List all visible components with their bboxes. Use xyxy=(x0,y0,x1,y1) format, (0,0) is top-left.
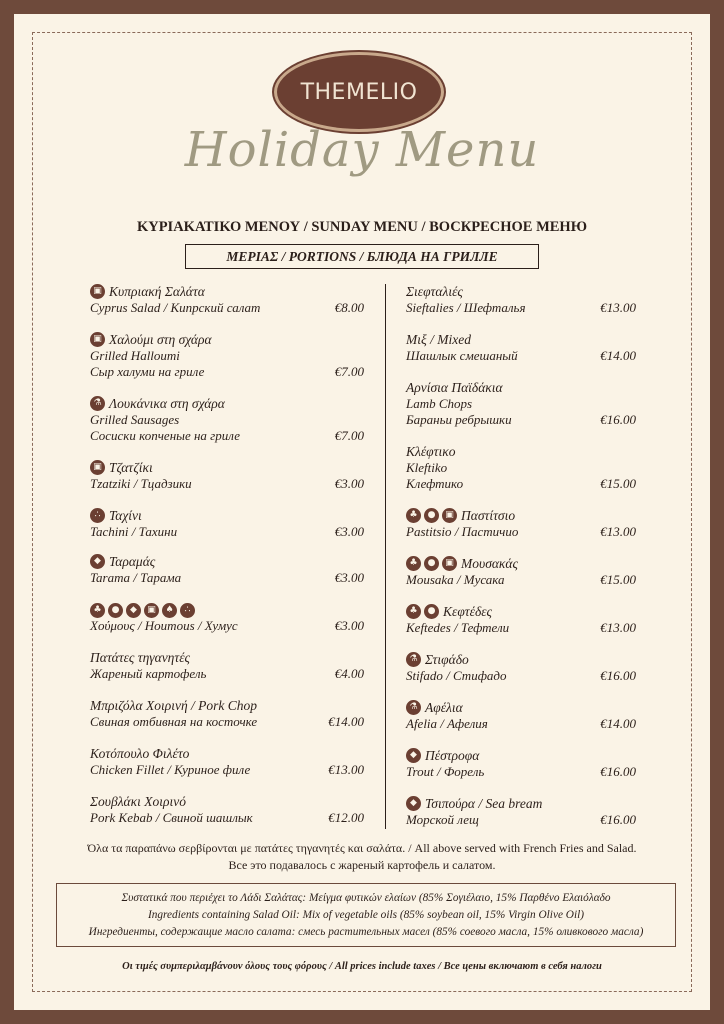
menu-item xyxy=(90,284,364,316)
item-name: Pork Kebab / Свиной шашлык xyxy=(90,810,253,825)
milk-icon: ▣ xyxy=(442,508,457,523)
item-name: Tarama / Тарама xyxy=(90,570,182,585)
item-price: €14.00 xyxy=(600,348,636,363)
item-name: Клефтико xyxy=(406,476,464,491)
menu-item xyxy=(90,698,364,730)
menu-item xyxy=(406,604,636,636)
item-price: €16.00 xyxy=(600,412,636,427)
allergen-icons xyxy=(406,556,457,571)
fish-icon: ◆ xyxy=(406,748,421,763)
menu-item xyxy=(406,444,636,492)
item-name: Сыр халуми на гриле xyxy=(90,364,205,379)
item-price: €15.00 xyxy=(600,572,636,587)
item-name-greek: Σουβλάκι Χοιρινό xyxy=(90,794,186,809)
gluten-icon: ♣ xyxy=(406,556,421,571)
milk-icon: ▣ xyxy=(90,284,105,299)
item-name: Kleftiko xyxy=(406,460,448,475)
fish-icon: ◆ xyxy=(90,554,105,569)
item-name-greek: Λουκάνικα στη σχάρα xyxy=(109,396,225,411)
item-name-greek: Μουσακάς xyxy=(461,556,518,571)
allergen-icons xyxy=(90,396,105,411)
item-price: €16.00 xyxy=(600,764,636,779)
allergen-icons xyxy=(406,604,439,619)
item-price: €3.00 xyxy=(334,476,364,491)
item-price: €13.00 xyxy=(600,300,636,315)
portions-heading xyxy=(185,244,539,269)
item-price: €16.00 xyxy=(600,812,636,827)
item-name-greek: Χαλούμι στη σχάρα xyxy=(109,332,212,347)
item-name: Tachini / Тахини xyxy=(90,524,178,539)
menu-title: Holiday Menu xyxy=(184,122,540,178)
item-name-greek: Κοτόπουλο Φιλέτο xyxy=(90,746,190,761)
egg-icon: ● xyxy=(424,556,439,571)
milk-icon: ▣ xyxy=(90,332,105,347)
item-name: Chicken Fillet / Куриное филе xyxy=(90,762,251,777)
menu-item xyxy=(406,284,636,316)
item-price: €3.00 xyxy=(334,570,364,585)
item-price: €13.00 xyxy=(328,762,364,777)
item-price: €13.00 xyxy=(600,620,636,635)
item-price: €13.00 xyxy=(600,524,636,539)
ingredients-russian: Ингредиенты, содержащие масло салата: смесь растительных масел (85% соевого масла, 15% оливкового масла) xyxy=(88,926,644,938)
menu-item xyxy=(90,602,364,634)
item-name: Sieftalies / Шефталья xyxy=(406,300,526,315)
gluten-icon: ♣ xyxy=(406,508,421,523)
item-price: €14.00 xyxy=(328,714,364,729)
item-name-greek: Κλέφτικο xyxy=(406,444,456,459)
allergen-icons xyxy=(406,748,421,763)
milk-icon: ▣ xyxy=(90,460,105,475)
egg-icon: ● xyxy=(424,604,439,619)
menu-item xyxy=(90,794,364,826)
item-price: €15.00 xyxy=(600,476,636,491)
allergen-icons xyxy=(90,332,105,347)
flask-icon: ⚗ xyxy=(406,700,421,715)
sesame-icon: ∴ xyxy=(180,603,195,618)
item-name: Grilled Sausages xyxy=(90,412,180,427)
item-name: Cyprus Salad / Кипрский салат xyxy=(90,300,261,315)
ingredients-english: Ingredients containing Salad Oil: Mix of vegetable oils (85% soybean oil, 15% Virgin Olive Oil) xyxy=(148,909,584,921)
menu-item xyxy=(90,460,364,492)
column-divider xyxy=(385,284,386,829)
item-name: Бараньи ребрышки xyxy=(406,412,512,427)
item-price: €7.00 xyxy=(334,364,364,379)
item-name: Морской лещ xyxy=(406,812,479,827)
item-name-greek: Παστίτσιο xyxy=(461,508,516,523)
allergen-icons xyxy=(90,603,195,618)
item-name-greek: Αφέλια xyxy=(425,700,463,715)
celery-icon: ♠ xyxy=(162,603,177,618)
item-name: Lamb Chops xyxy=(406,396,473,411)
menu-item xyxy=(90,554,364,586)
allergen-icons xyxy=(90,284,105,299)
item-price: €4.00 xyxy=(334,666,364,681)
allergen-icons xyxy=(406,796,421,811)
item-name: Afelia / Афелия xyxy=(406,716,488,731)
logo-text: THEMELIO xyxy=(300,79,418,105)
sesame-icon: ∴ xyxy=(90,508,105,523)
fish-icon: ◆ xyxy=(126,603,141,618)
allergen-icons xyxy=(406,652,421,667)
menu-item xyxy=(406,796,636,828)
item-name: Mousaka / Мусака xyxy=(406,572,505,587)
item-name-greek: Πέστροφα xyxy=(425,748,480,763)
item-name-greek: Τσιπούρα / Sea bream xyxy=(425,796,543,811)
gluten-icon: ♣ xyxy=(90,603,105,618)
menu-item xyxy=(90,746,364,778)
allergen-icons xyxy=(90,554,105,569)
allergen-icons xyxy=(90,460,105,475)
allergen-icons xyxy=(406,508,457,523)
flask-icon: ⚗ xyxy=(90,396,105,411)
item-name-greek: Αρνίσια Παϊδάκια xyxy=(406,380,503,395)
menu-item xyxy=(406,652,636,684)
menu-subtitle: ΚΥΡΙΑΚΑΤΙΚΟ ΜΕΝΟΥ / SUNDAY MENU / ВОСКРЕСНОЕ МЕНЮ xyxy=(136,219,588,235)
item-name-greek: Κυπριακή Σαλάτα xyxy=(109,284,205,299)
item-name-greek: Πατάτες τηγανητές xyxy=(90,650,191,665)
item-name: Χούμους / Houmous / Хумус xyxy=(90,618,238,633)
allergen-icons xyxy=(406,700,421,715)
item-name: Жареный картофель xyxy=(90,666,207,681)
item-price: €14.00 xyxy=(600,716,636,731)
item-name: Pastitsio / Пастичио xyxy=(406,524,519,539)
item-name-greek: Κεφτέδες xyxy=(443,604,493,619)
item-name-greek: Ταραμάς xyxy=(109,554,156,569)
item-name: Свиная отбивная на косточке xyxy=(90,714,258,729)
item-name: Tzatziki / Тцадзики xyxy=(90,476,192,491)
item-name-greek: Σιεφταλιές xyxy=(406,284,463,299)
egg-icon: ● xyxy=(424,508,439,523)
menu-item xyxy=(90,508,364,540)
menu-item xyxy=(90,396,364,444)
menu-item xyxy=(406,556,636,588)
milk-icon: ▣ xyxy=(144,603,159,618)
menu-item xyxy=(90,332,364,380)
menu-item xyxy=(406,748,636,780)
item-name: Keftedes / Тефтели xyxy=(406,620,510,635)
item-name-greek: Μπριζόλα Χοιρινή / Pork Chop xyxy=(90,698,258,713)
gluten-icon: ♣ xyxy=(406,604,421,619)
flask-icon: ⚗ xyxy=(406,652,421,667)
portions-label: ΜΕΡΙΑΣ / PORTIONS / БЛЮДА НА ГРИЛЛЕ xyxy=(226,248,498,264)
item-name: Сосиски копченые на гриле xyxy=(90,428,240,443)
ingredients-box xyxy=(56,883,676,947)
served-note-ru: Все это подавалось с жареный картофель и салатом. xyxy=(228,858,496,872)
item-name: Шашлык смешаный xyxy=(406,348,518,363)
item-price: €8.00 xyxy=(334,300,364,315)
item-price: €7.00 xyxy=(334,428,364,443)
item-name: Stifado / Стифадо xyxy=(406,668,507,683)
milk-icon: ▣ xyxy=(442,556,457,571)
item-price: €12.00 xyxy=(328,810,364,825)
item-name: Trout / Форель xyxy=(406,764,485,779)
menu-item xyxy=(406,700,636,732)
restaurant-logo xyxy=(274,52,444,132)
fish-icon: ◆ xyxy=(406,796,421,811)
served-note: Όλα τα παραπάνω σερβίρονται με πατάτες τηγανητές και σαλάτα. / All above served with French Fries and Salad. xyxy=(87,841,637,855)
item-name-greek: Ταχίνι xyxy=(109,508,142,523)
item-name-greek: Στιφάδο xyxy=(425,652,469,667)
item-name-greek: Τζατζίκι xyxy=(109,460,153,475)
egg-icon: ● xyxy=(108,603,123,618)
menu-item xyxy=(406,508,636,540)
item-price: €3.00 xyxy=(334,618,364,633)
menu-item xyxy=(406,380,636,428)
allergen-icons xyxy=(90,508,105,523)
menu-item xyxy=(90,650,364,682)
item-price: €16.00 xyxy=(600,668,636,683)
menu-item xyxy=(406,332,636,364)
ingredients-greek: Συστατικά που περιέχει το Λάδι Σαλάτας: Μείγμα φυτικών ελαίων (85% Σογιέλαιο, 15% Παρθένο Ελαιόλαδο xyxy=(121,892,611,904)
item-name: Grilled Halloumi xyxy=(90,348,180,363)
taxes-note: Οι τιμές συμπεριλαμβάνουν όλους τους φόρους / All prices include taxes / Все цены включают в себя налоги xyxy=(122,961,602,972)
item-price: €3.00 xyxy=(334,524,364,539)
item-name-greek: Μιξ / Mixed xyxy=(406,332,472,347)
